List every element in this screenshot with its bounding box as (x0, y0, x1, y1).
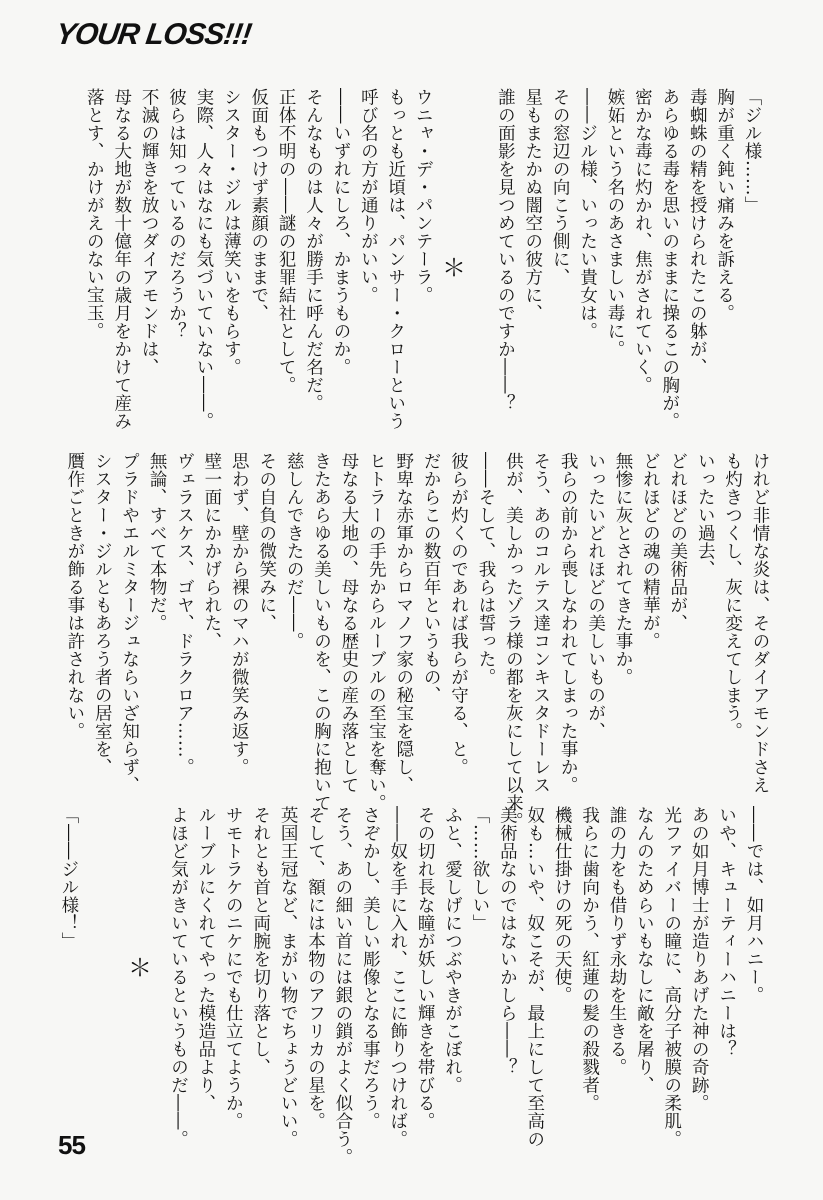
text-line: 野卑な赤軍からロマノフ家の秘宝を隠し、 (393, 452, 414, 794)
text-line: 仮面もつけず素顔のままで、 (248, 88, 269, 322)
text-line: 母なる大地の、母なる歴史の産み落として (338, 452, 359, 794)
text-line: ――では、如月ハニー。 (744, 806, 764, 1004)
text-line: 英国王冠など、まがい物でちょうどいい。 (278, 806, 299, 1148)
text-line: いったいどれほどの美しいものが、 (585, 452, 606, 740)
text-line: いや、キューティーハニーは？ (716, 806, 737, 1058)
text-line: さぞかし、美しい彫像となる事だろう。 (360, 806, 381, 1130)
text-line: 思わず、壁から裸のマハが微笑み返す。 (229, 452, 250, 776)
text-line: シスター・ジルは薄笑いをもらす。 (221, 88, 242, 376)
text-line: プラドやエルミタージュならいざ知らず、 (119, 452, 140, 794)
section-separator-asterisk: ＊ (128, 954, 152, 982)
text-line: そう、あのコルテス達コンキスタドーレス (530, 452, 551, 794)
text-line: だからこの数百年というもの、 (421, 452, 442, 704)
text-line: 彼らは知っているのだろうか？ (166, 88, 187, 340)
text-line: けれど非情な炎は、そのダイアモンドさえ (750, 452, 770, 794)
text-line: 壁一面にかかげられた、 (201, 452, 222, 650)
text-line: 我らの前から喪しなわれてしまった事か。 (558, 452, 579, 794)
text-line: 彼らが灼くのであれば我らが守る、と。 (448, 452, 469, 776)
text-line: ふと、愛しげにつぶやきがこぼれ。 (442, 806, 463, 1094)
text-line: ――奴を手に入れ、ここに飾りつければ。 (387, 806, 408, 1148)
text-line: なんのためらいもなしに敵を屠り、 (634, 806, 655, 1094)
text-line: どれほどの美術品が、 (667, 452, 688, 632)
text-line: その自負の微笑みに、 (256, 452, 277, 632)
text-line: 無論、すべて本物だ。 (147, 452, 168, 632)
text-line: 機械仕掛けの死の天使。 (552, 806, 573, 1004)
text-line: 「……欲しい」 (469, 806, 490, 932)
text-line: そんなものは人々が勝手に呼んだ名だ。 (303, 88, 324, 412)
text-line: いったい過去、 (695, 452, 716, 578)
text-line: よほど気がきいているというものだ――。 (168, 806, 189, 1148)
text-line: どれほどの魂の精華が。 (640, 452, 661, 650)
text-line: 呼び名の方が通りがいい。 (358, 88, 379, 304)
text-line: ウニャ・デ・パンテーラ。 (413, 88, 434, 304)
text-line: 無惨に灰とされてきた事か。 (612, 452, 633, 686)
text-line: も灼きつくし、灰に変えてしまう。 (722, 452, 743, 740)
text-line: 我らに歯向かう、紅蓮の髪の殺戮者。 (579, 806, 600, 1112)
text-line: ヴェラスケス、ゴヤ、ドラクロア……。 (174, 452, 195, 776)
top-text-block (80, 88, 765, 430)
text-line: 不滅の輝きを放つダイアモンドは、 (139, 88, 160, 376)
text-line: あらゆる毒を思いのままに操るこの胸が。 (659, 88, 680, 430)
text-line: そう、あの細い首には銀の鎖がよく似合う。 (332, 806, 353, 1166)
page-number: 55 (58, 1130, 85, 1160)
text-line: あの如月博士が造りあげた神の奇跡。 (689, 806, 710, 1112)
text-line: 胸が重く鈍い痛みを訴える。 (714, 88, 735, 322)
text-line: そして、額には本物のアフリカの星を。 (305, 806, 326, 1130)
text-line: 毒蜘蛛の精を授けられたこの躰が、 (687, 88, 708, 376)
text-line: 誰の面影を見つめているのですか――？ (495, 88, 516, 412)
text-line: 母なる大地が数十億年の歳月をかけて産み (111, 88, 132, 430)
text-line: それとも首と両腕を切り落とし、 (250, 806, 271, 1076)
text-line: 「ジル様……」 (742, 88, 762, 214)
text-line: 正体不明の――謎の犯罪結社として。 (276, 88, 297, 394)
text-line: ルーブルにくれてやった模造品より、 (195, 806, 216, 1112)
text-line: サモトラケのニケにでも仕立てようか。 (223, 806, 244, 1130)
text-line: 慈しんできたのだ――。 (284, 452, 305, 650)
text-line: 嫉妬という名のあさましい毒に。 (604, 88, 625, 358)
text-line: ――そして、我らは誓った。 (475, 452, 496, 686)
text-line: シスター・ジルともあろう者の居室を、 (92, 452, 113, 776)
text-line: 実際、人々はなにも気づいていない――。 (193, 88, 214, 430)
text-line: 奴も…いや、奴こそが、最上にして至高の (524, 806, 545, 1148)
text-line: ――いずれにしろ、かまうものか。 (330, 88, 351, 376)
text-line: もっとも近頃は、パンサー・クローという (385, 88, 406, 430)
text-line: 星もまたかぬ闇空の彼方に、 (522, 88, 543, 322)
text-line: 密かな毒に灼かれ、焦がされていく。 (632, 88, 653, 394)
book-title-logo: YOUR LOSS!!! (53, 18, 254, 51)
section-separator-asterisk: ＊ (442, 254, 466, 282)
middle-text-block (60, 452, 773, 830)
text-line: ヒトラーの手先からルーブルの至宝を奪い。 (366, 452, 387, 812)
text-line: 「――ジル様！」 (58, 806, 79, 950)
text-line: 落とす、かけがえのない宝玉。 (84, 88, 105, 340)
text-line: 光ファイバーの瞳に、高分子被膜の柔肌。 (661, 806, 682, 1148)
text-line: きたあらゆる美しいものを、この胸に抱いて (311, 452, 332, 812)
text-line: 供が、美しかったゾラ様の都を灰にして以来。 (503, 452, 524, 830)
text-line: 誰の力をも借りず永劫を生きる。 (606, 806, 627, 1076)
text-line: 美術品なのではないかしら――？ (497, 806, 518, 1076)
text-line: その切れ長な瞳が妖しい輝きを帯びる。 (415, 806, 436, 1130)
text-line: ――ジル様、いったい貴女は。 (577, 88, 598, 340)
text-line: 贋作ごときが飾る事は許されない。 (64, 452, 85, 740)
text-line: その窓辺の向こう側に、 (550, 88, 571, 286)
